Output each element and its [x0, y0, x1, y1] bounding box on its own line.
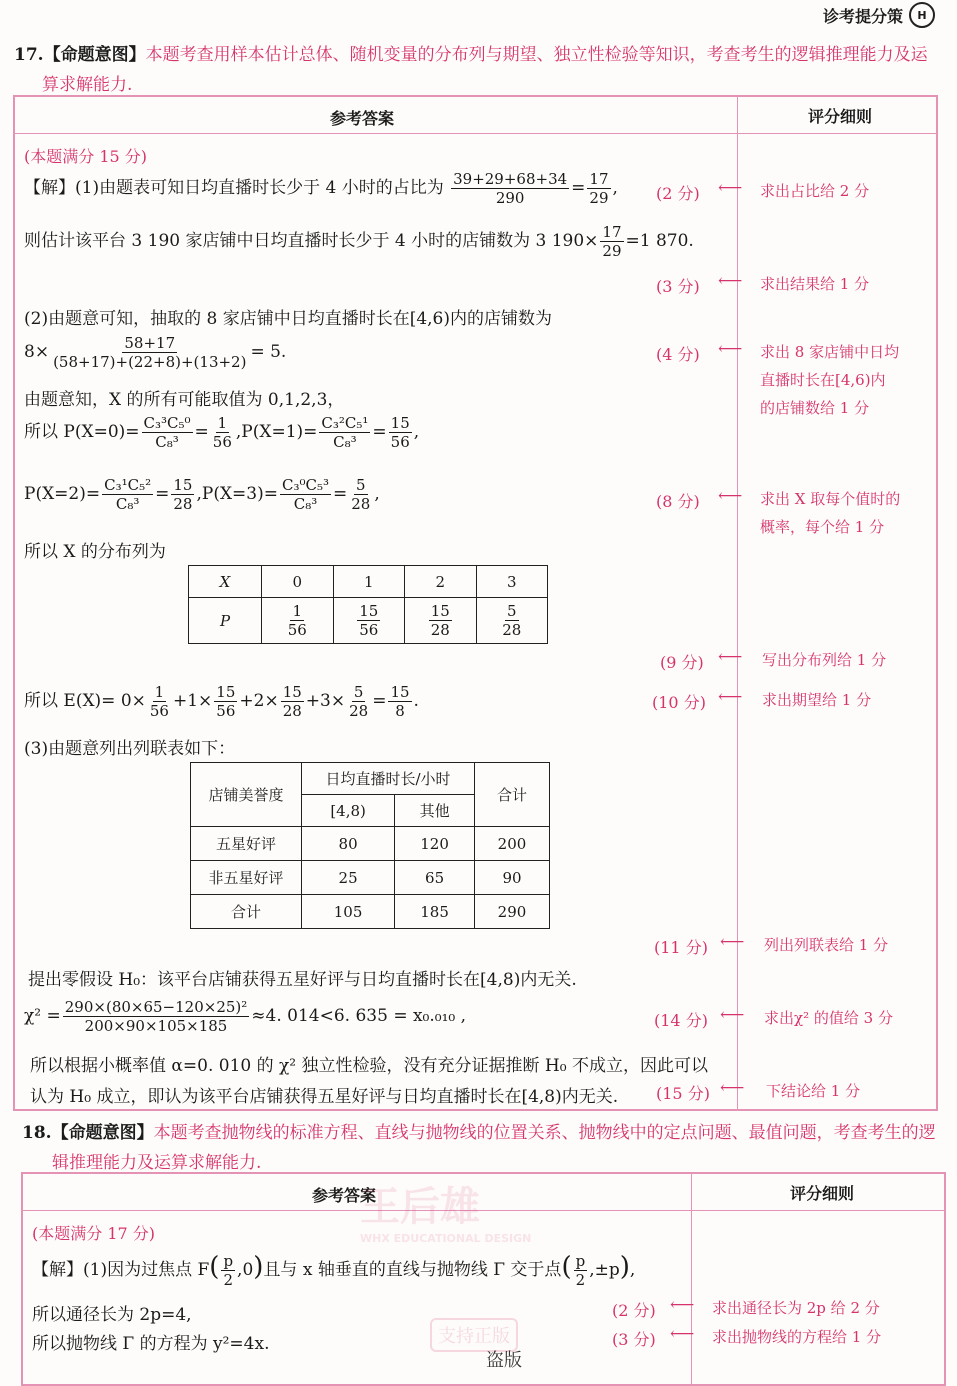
score-label: (10 分): [652, 693, 706, 712]
arrow-left-icon: ⟵: [720, 1005, 745, 1025]
q18-intent-label: 【命题意图】: [51, 1123, 154, 1143]
fraction: $\frac{39+29+68+34}{290}$: [453, 170, 568, 207]
rule-text: 的店铺数给 1 分: [760, 399, 870, 417]
table-row: 非五星好评 25 65 90: [191, 861, 550, 895]
score-label: (11 分): [654, 938, 708, 957]
q17-line6: 所以 P(X=0)= $\frac{\text{C₃³C₅⁰}}{\text{C₈³}}$ = $\frac{1}{56}$ ,P(X=1)= $\frac{\text{C₃²C₅¹}}{\text{C₈³}}$ = $\frac{15}{56}$ ,: [24, 414, 420, 451]
rule-text: 求出期望给 1 分: [762, 691, 872, 709]
q18-number: 18.: [22, 1123, 52, 1143]
brand-header: [823, 2, 935, 28]
rule-text: 概率，每个给 1 分: [760, 518, 885, 536]
q17-header-answer: 参考答案: [330, 109, 395, 128]
q18-intent-line2: 辑推理能力及运算求解能力.: [52, 1153, 262, 1173]
q17-intent-line2: 算求解能力.: [42, 75, 133, 95]
stamp: 支持正版: [430, 1318, 518, 1352]
score-label: (15 分): [656, 1084, 710, 1103]
q17-line13: 所以根据小概率值 α=0. 010 的 χ² 独立性检验，没有充分证据推断 H₀ 不成立，因此可以: [30, 1056, 708, 1076]
q17-line10: (3)由题意列出列联表如下：: [24, 739, 236, 759]
q17-line5: 由题意知，X 的所有可能取值为 0,1,2,3，: [24, 390, 345, 410]
arrow-left-icon: ⟵: [670, 1295, 695, 1315]
q18-line1: 【解】(1)因为过焦点 F( $\frac{p}{2}$ ,0)且与 x 轴垂直的直线与抛物线 Γ 交于点( $\frac{p}{2}$ ,±p),: [32, 1252, 636, 1289]
q18-line3: 所以抛物线 Γ 的方程为 y²=4x.: [32, 1334, 270, 1354]
q17-line14: 认为 H₀ 成立，即认为该平台店铺获得五星好评与日均直播时长在[4,8)内无关.: [30, 1087, 619, 1107]
rule-text: 下结论给 1 分: [766, 1082, 861, 1100]
q17-line8: 所以 X 的分布列为: [24, 542, 166, 562]
contingency-table: 店铺美誉度 日均直播时长/小时 合计 [4,8) 其他 五星好评 80 120 200 非五星好评 25 65 90 合计 105 185 290: [190, 762, 550, 929]
q17-intent-line1: [14, 40, 928, 65]
rule-text: 求出 8 家店铺中日均: [760, 343, 900, 361]
score-label: (3 分): [656, 277, 700, 296]
q17-line2: 则估计该平台 3 190 家店铺中日均直播时长少于 4 小时的店铺数为 3 190× $\frac{17}{29}$ =1 870.: [24, 223, 694, 260]
q17-line3: (2)由题意可知，抽取的 8 家店铺中日均直播时长在[4,6)内的店铺数为: [24, 309, 553, 329]
q17-line4: 8× $\frac{58+17}{(58+17)+(22+8)+(13+2)}$ = 5.: [24, 334, 287, 371]
arrow-left-icon: ⟵: [718, 339, 743, 359]
q17-header-rules: 评分细则: [808, 107, 873, 126]
arrow-left-icon: ⟵: [718, 647, 743, 667]
table-row: 五星好评 80 120 200: [191, 827, 550, 861]
q18-line2: 所以通径长为 2p=4,: [32, 1305, 192, 1325]
q18-intent-text: 本题考查抛物线的标准方程、直线与抛物线的位置关系、抛物线中的定点问题、最值问题，考查考生的逻: [153, 1123, 936, 1143]
arrow-left-icon: ⟵: [718, 687, 743, 707]
rule-text: 求出χ² 的值给 3 分: [764, 1009, 893, 1027]
arrow-left-icon: ⟵: [718, 178, 743, 198]
rule-text: 求出 X 取每个值时的: [760, 490, 901, 508]
q17-intent-label: 【命题意图】: [43, 45, 146, 65]
score-label: (3 分): [612, 1330, 656, 1349]
q17-line12: χ² = $\frac{\text{290×(80×65−120×25)²}}{200\times 90\times 105\times 185}$ ≈4. 014<6. 635 = x₀.₀₁₀ ,: [24, 998, 467, 1035]
q17-number: 17.: [14, 45, 44, 65]
footer-text: 盗版: [486, 1350, 522, 1371]
rule-text: 求出抛物线的方程给 1 分: [712, 1328, 882, 1346]
score-label: (4 分): [656, 345, 700, 364]
brand-logo-icon: H: [909, 2, 935, 28]
rule-text: 直播时长在[4,6)内: [760, 371, 886, 389]
fraction: $\frac{17}{29}$: [602, 223, 622, 260]
score-label: (9 分): [660, 653, 704, 672]
score-label: (8 分): [656, 492, 700, 511]
rule-text: 求出占比给 2 分: [760, 182, 870, 200]
rule-text: 求出通径长为 2p 给 2 分: [712, 1299, 880, 1317]
q17-line7: P(X=2)= $\frac{\text{C₃¹C₅²}}{\text{C₈³}}$ = $\frac{15}{28}$ ,P(X=3)= $\frac{\text{C₃⁰C₅³}}{\text{C₈³}}$ = $\frac{5}{28}$ ,: [24, 476, 380, 513]
q17-full-score: (本题满分 15 分): [24, 147, 148, 166]
arrow-left-icon: ⟵: [718, 486, 743, 506]
fraction: $\frac{17}{29}$: [589, 170, 609, 207]
q17-line1: 【解】(1)由题表可知日均直播时长少于 4 小时的占比为 $\frac{39+29+68+34}{290}$ = $\frac{17}{29}$ ,: [24, 170, 618, 207]
q17-line11: 提出零假设 H₀：该平台店铺获得五星好评与日均直播时长在[4,8)内无关.: [28, 970, 577, 990]
arrow-left-icon: ⟵: [720, 932, 745, 952]
distribution-table: X 0 1 2 3 P $\frac{1}{56}$ $\frac{15}{56}$ $\frac{15}{28}$ $\frac{5}{28}$: [188, 565, 548, 644]
q17-line9: 所以 E(X)= 0× $\frac{1}{56}$ +1× $\frac{15}{56}$ +2× $\frac{15}{28}$ +3× $\frac{5}{28}$ = $\frac{15}{8}$ .: [24, 683, 419, 720]
q18-full-score: (本题满分 17 分): [32, 1224, 156, 1243]
rule-text: 写出分布列给 1 分: [762, 651, 887, 669]
score-label: (14 分): [654, 1011, 708, 1030]
q18-header-rules: 评分细则: [790, 1184, 855, 1203]
watermark: 王后雄 WHX EDUCATIONAL DESIGN: [360, 1184, 532, 1245]
rule-text: 列出列联表给 1 分: [764, 936, 889, 954]
arrow-left-icon: ⟵: [718, 271, 743, 291]
rule-text: 求出结果给 1 分: [760, 275, 870, 293]
table-row: 合计 105 185 290: [191, 895, 550, 929]
score-label: (2 分): [656, 184, 700, 203]
q18-intent-line1: [22, 1118, 936, 1143]
brand-title: 诊考提分策: [822, 6, 903, 26]
q18-header-answer: 参考答案: [312, 1186, 377, 1205]
score-label: (2 分): [612, 1301, 656, 1320]
q17-intent-text: 本题考查用样本估计总体、随机变量的分布列与期望、独立性检验等知识，考查考生的逻辑推理能力及运: [145, 45, 928, 65]
arrow-left-icon: ⟵: [720, 1078, 745, 1098]
fraction: $\frac{58+17}{(58+17)+(22+8)+(13+2)}$: [53, 334, 247, 371]
arrow-left-icon: ⟵: [670, 1324, 695, 1344]
